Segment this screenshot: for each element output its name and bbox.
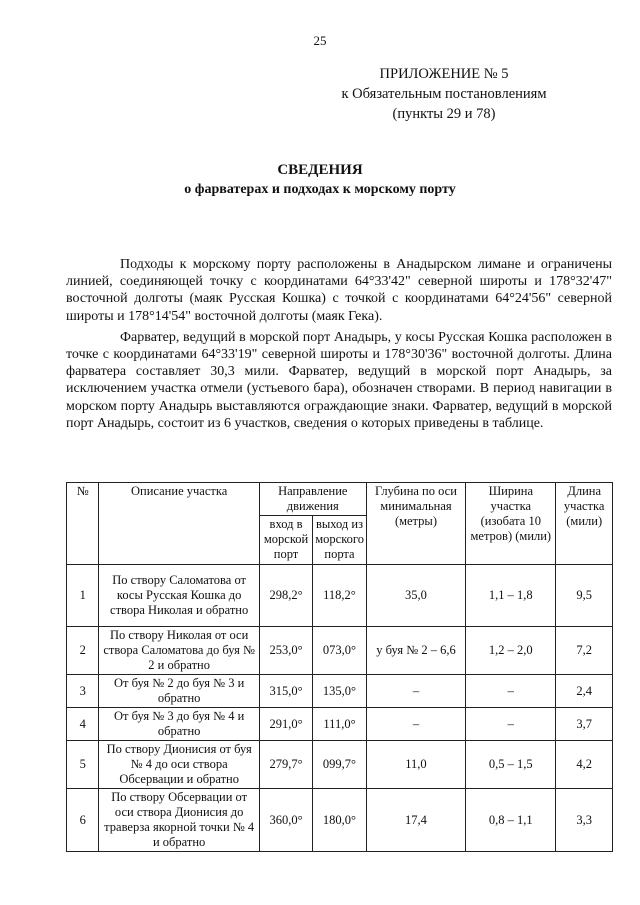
section-heading xyxy=(0,160,640,200)
cell-width: 0,8 – 1,1 xyxy=(466,789,556,852)
cell-no: 4 xyxy=(67,708,99,741)
cell-direction-out: 135,0° xyxy=(313,675,366,708)
header-direction-out: выход из морского порта xyxy=(313,516,366,565)
cell-width: – xyxy=(466,708,556,741)
appendix-title: ПРИЛОЖЕНИЕ № 5 xyxy=(379,66,509,82)
cell-description: По створу Николая от оси створа Саломатова до буя № 2 и обратно xyxy=(99,627,259,675)
cell-direction-in: 291,0° xyxy=(259,708,312,741)
cell-no: 3 xyxy=(67,675,99,708)
paragraph-approaches: Подходы к морскому порту расположены в Анадырском лимане и ограничены линией, соединяющей точку с координатами 64°33'42" северной широты и 178°32'47" восточной долготы (маяк Русская Кошка) с точкой с координатами 64°24'56" северной широты и 178°14'54" восточной долготы (маяк Гека). xyxy=(66,257,612,324)
cell-description: От буя № 2 до буя № 3 и обратно xyxy=(99,675,259,708)
cell-width: – xyxy=(466,675,556,708)
cell-depth: у буя № 2 – 6,6 xyxy=(366,627,466,675)
table-row xyxy=(67,741,613,789)
cell-description: По створу Обсервации от оси створа Дионисия до траверза якорной точки № 4 и обратно xyxy=(99,789,259,852)
cell-direction-out: 180,0° xyxy=(313,789,366,852)
page-number: 25 xyxy=(313,33,327,48)
table-row xyxy=(67,565,613,627)
cell-description: От буя № 3 до буя № 4 и обратно xyxy=(99,708,259,741)
cell-direction-out: 073,0° xyxy=(313,627,366,675)
cell-depth: 35,0 xyxy=(366,565,466,627)
header-direction-in: вход в морской порт xyxy=(259,516,312,565)
cell-width: 0,5 – 1,5 xyxy=(466,741,556,789)
cell-direction-out: 111,0° xyxy=(313,708,366,741)
cell-direction-in: 279,7° xyxy=(259,741,312,789)
header-width: Ширина участка (изобата 10 метров) (мили) xyxy=(466,483,556,565)
table-row xyxy=(67,675,613,708)
cell-direction-in: 315,0° xyxy=(259,675,312,708)
cell-description: По створу Саломатова от косы Русская Кошка до створа Николая и обратно xyxy=(99,565,259,627)
header-depth: Глубина по оси минимальная (метры) xyxy=(366,483,466,565)
cell-depth: 17,4 xyxy=(366,789,466,852)
paragraph-fairway: Фарватер, ведущий в морской порт Анадырь, у косы Русская Кошка расположен в точке с координатами 64°33'19" северной широты и 178°30'36" восточной долготы. Длина фарватера составляет 30,3 мили. Фарватер, ведущий в морской порт Анадырь, за исключением участка отмели (устьевого бара), обозначен створами. В период навигации в морском порту Анадырь выставляются ограждающие знаки. Фарватер, ведущий в морской порт Анадырь, состоит из 6 участков, сведения о которых приведены в таблице. xyxy=(66,329,612,431)
cell-no: 5 xyxy=(67,741,99,789)
cell-direction-out: 099,7° xyxy=(313,741,366,789)
cell-no: 6 xyxy=(67,789,99,852)
table-row xyxy=(67,708,613,741)
body-text xyxy=(66,256,612,436)
cell-width: 1,2 – 2,0 xyxy=(466,627,556,675)
cell-width: 1,1 – 1,8 xyxy=(466,565,556,627)
header-direction: Направление движения xyxy=(259,483,366,516)
cell-direction-in: 298,2° xyxy=(259,565,312,627)
cell-length: 4,2 xyxy=(556,741,613,789)
header-length: Длина участка (мили) xyxy=(556,483,613,565)
table-header-row xyxy=(67,483,613,516)
heading-title: СВЕДЕНИЯ xyxy=(277,162,363,178)
cell-description: По створу Дионисия от буя № 4 до оси створа Обсервации и обратно xyxy=(99,741,259,789)
cell-direction-in: 360,0° xyxy=(259,789,312,852)
appendix-reference: к Обязательным постановлениям xyxy=(341,86,547,102)
cell-length: 3,7 xyxy=(556,708,613,741)
header-no: № xyxy=(67,483,99,565)
cell-direction-in: 253,0° xyxy=(259,627,312,675)
heading-subtitle: о фарватерах и подходах к морскому порту xyxy=(184,182,456,197)
appendix-block xyxy=(314,64,574,124)
cell-direction-out: 118,2° xyxy=(313,565,366,627)
table-row xyxy=(67,789,613,852)
cell-depth: – xyxy=(366,708,466,741)
cell-depth: 11,0 xyxy=(366,741,466,789)
cell-length: 7,2 xyxy=(556,627,613,675)
table-row xyxy=(67,627,613,675)
cell-length: 9,5 xyxy=(556,565,613,627)
cell-length: 2,4 xyxy=(556,675,613,708)
cell-no: 2 xyxy=(67,627,99,675)
cell-depth: – xyxy=(366,675,466,708)
cell-no: 1 xyxy=(67,565,99,627)
fairway-sections-table xyxy=(66,482,613,852)
header-description: Описание участка xyxy=(99,483,259,565)
appendix-clauses: (пункты 29 и 78) xyxy=(392,106,496,122)
cell-length: 3,3 xyxy=(556,789,613,852)
